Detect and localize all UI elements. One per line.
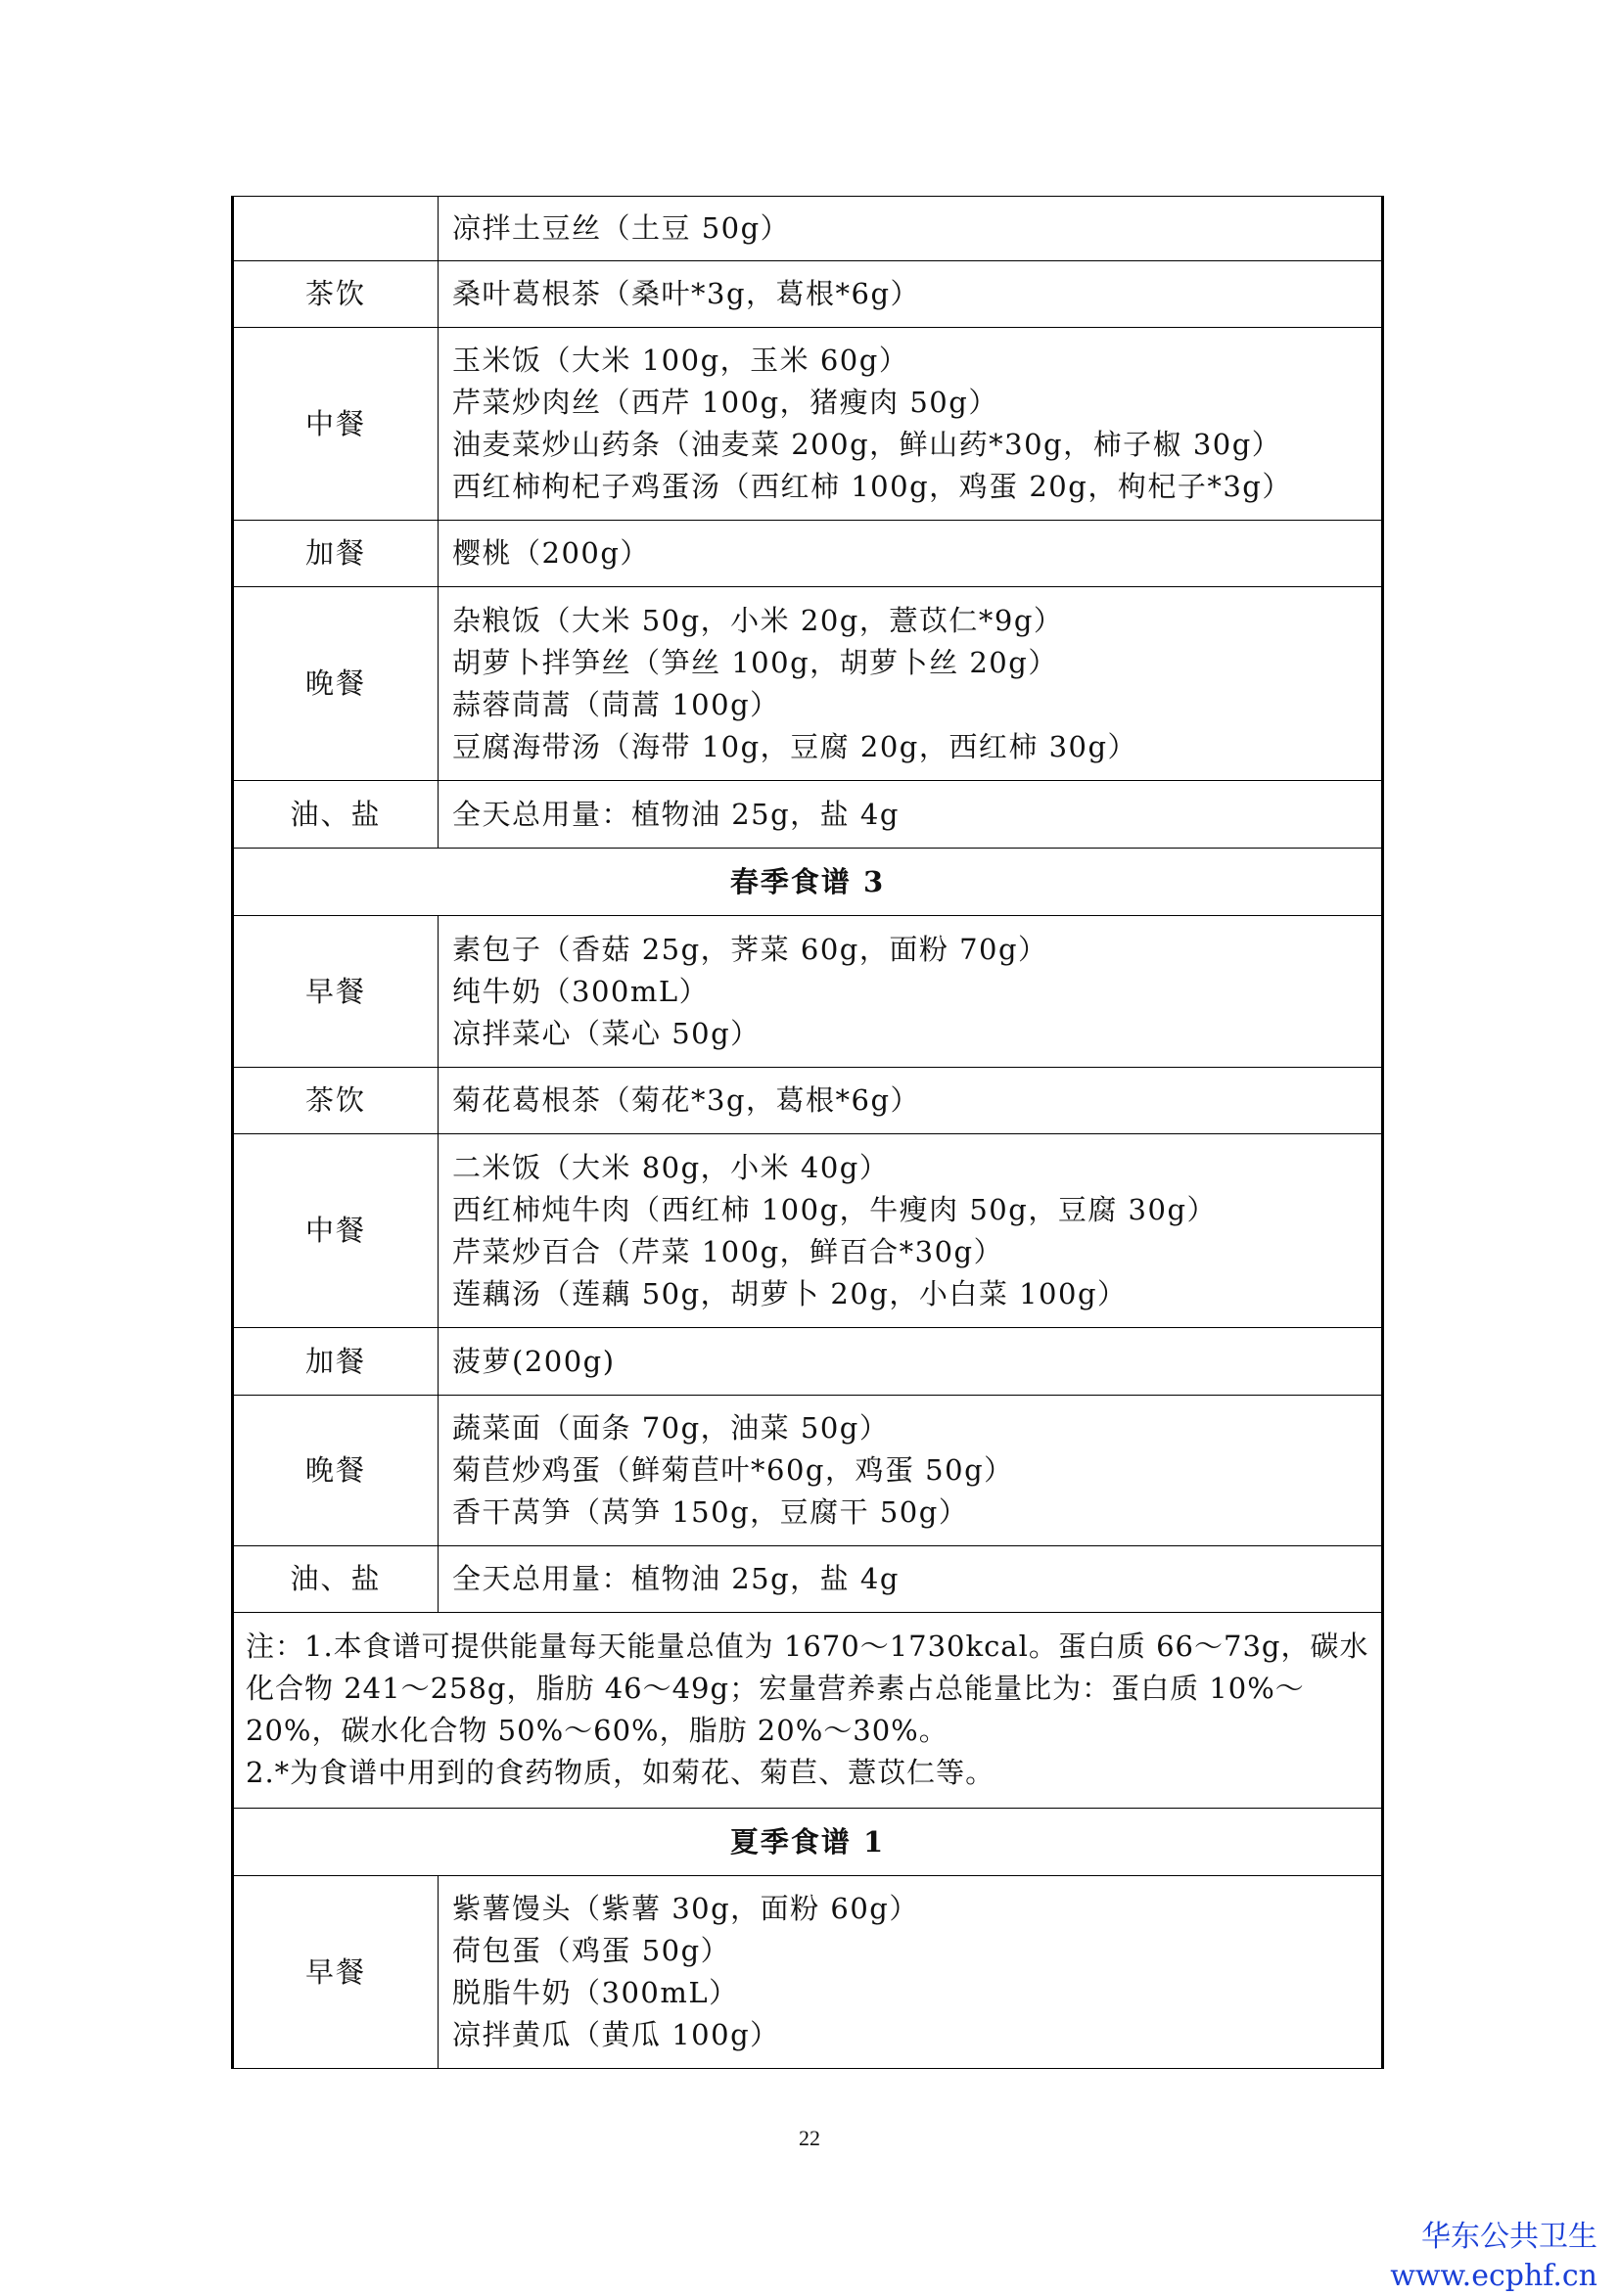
dish-line: 全天总用量：植物油 25g，盐 4g bbox=[452, 1562, 900, 1595]
dish-line: 蔬菜面（面条 70g，油菜 50g） bbox=[452, 1411, 890, 1445]
note-cell bbox=[233, 1613, 1383, 1809]
meal-content bbox=[439, 1876, 1383, 2069]
meal-content bbox=[439, 1068, 1383, 1134]
dish-line: 樱桃（200g） bbox=[452, 536, 650, 570]
dish-line: 芹菜炒肉丝（西芹 100g，猪瘦肉 50g） bbox=[452, 386, 998, 419]
meal-row bbox=[233, 916, 1383, 1068]
meal-row bbox=[233, 587, 1383, 781]
section-heading-row bbox=[233, 1809, 1383, 1876]
dish-line: 纯牛奶（300mL） bbox=[452, 974, 710, 1008]
meal-row bbox=[233, 1068, 1383, 1134]
dish-line: 菊花葛根茶（菊花*3g，葛根*6g） bbox=[452, 1083, 921, 1117]
dish-line: 紫薯馒头（紫薯 30g，面粉 60g） bbox=[452, 1892, 919, 1925]
dish-line: 油麦菜炒山药条（油麦菜 200g，鲜山药*30g，柿子椒 30g） bbox=[452, 428, 1282, 461]
meal-row bbox=[233, 1328, 1383, 1396]
dish-line: 桑叶葛根茶（桑叶*3g，葛根*6g） bbox=[452, 277, 921, 310]
dish-line: 香干莴笋（莴笋 150g，豆腐干 50g） bbox=[452, 1495, 969, 1529]
meal-row bbox=[233, 1396, 1383, 1546]
meal-label: 茶饮 bbox=[233, 261, 439, 328]
meal-content bbox=[439, 328, 1383, 521]
meal-row bbox=[233, 1876, 1383, 2069]
dish-line: 豆腐海带汤（海带 10g，豆腐 20g，西红柿 30g） bbox=[452, 729, 1138, 763]
meal-row bbox=[233, 1134, 1383, 1328]
meal-label: 中餐 bbox=[233, 328, 439, 521]
meal-label: 加餐 bbox=[233, 521, 439, 587]
dish-line: 杂粮饭（大米 50g，小米 20g，薏苡仁*9g） bbox=[452, 603, 1064, 637]
meal-content bbox=[439, 587, 1383, 781]
meal-label: 中餐 bbox=[233, 1134, 439, 1328]
meal-content bbox=[439, 916, 1383, 1068]
dish-line: 凉拌黄瓜（黄瓜 100g） bbox=[452, 2018, 780, 2051]
dish-line: 菊苣炒鸡蛋（鲜菊苣叶*60g，鸡蛋 50g） bbox=[452, 1453, 1014, 1487]
meal-content bbox=[439, 1546, 1383, 1613]
meal-content bbox=[439, 261, 1383, 328]
watermark-title: 华东公共卫生 bbox=[1421, 2220, 1597, 2254]
note-line: 注：1.本食谱可提供能量每天能量总值为 1670～1730kcal。蛋白质 66～73g，碳水化合物 241～258g，脂肪 46～49g；宏量营养素占总能量比为：蛋白质 10%～20%，碳水化合物 50%～60%，脂肪 20%～30%。 bbox=[246, 1629, 1369, 1747]
meal-content bbox=[439, 521, 1383, 587]
dish-line: 凉拌土豆丝（土豆 50g） bbox=[452, 211, 791, 245]
dish-line: 西红柿炖牛肉（西红柿 100g，牛瘦肉 50g，豆腐 30g） bbox=[452, 1192, 1218, 1226]
meal-content bbox=[439, 1134, 1383, 1328]
dish-line: 芹菜炒百合（芹菜 100g，鲜百合*30g） bbox=[452, 1234, 1004, 1268]
meal-content bbox=[439, 1396, 1383, 1546]
meal-row bbox=[233, 197, 1383, 261]
meal-row bbox=[233, 328, 1383, 521]
page-number: 22 bbox=[799, 2126, 820, 2150]
site-watermark[interactable] bbox=[1390, 2218, 1597, 2296]
dish-line: 菠萝(200g) bbox=[452, 1344, 616, 1378]
meal-label: 加餐 bbox=[233, 1328, 439, 1396]
meal-label: 早餐 bbox=[233, 1876, 439, 2069]
meal-content bbox=[439, 781, 1383, 849]
meal-label: 晚餐 bbox=[233, 1396, 439, 1546]
section-heading-row bbox=[233, 849, 1383, 916]
meal-row bbox=[233, 781, 1383, 849]
meal-label: 晚餐 bbox=[233, 587, 439, 781]
section-title: 春季食谱 3 bbox=[233, 849, 1383, 916]
dish-line: 荷包蛋（鸡蛋 50g） bbox=[452, 1934, 731, 1967]
meal-label: 油、盐 bbox=[233, 1546, 439, 1613]
meal-content bbox=[439, 1328, 1383, 1396]
meal-content bbox=[439, 197, 1383, 261]
meal-label: 油、盐 bbox=[233, 781, 439, 849]
dish-line: 西红柿枸杞子鸡蛋汤（西红柿 100g，鸡蛋 20g，枸杞子*3g） bbox=[452, 470, 1292, 503]
meal-row bbox=[233, 261, 1383, 328]
note-row bbox=[233, 1613, 1383, 1809]
dish-line: 二米饭（大米 80g，小米 40g） bbox=[452, 1150, 890, 1184]
dish-line: 蒜蓉茼蒿（茼蒿 100g） bbox=[452, 687, 780, 721]
dish-line: 莲藕汤（莲藕 50g，胡萝卜 20g，小白菜 100g） bbox=[452, 1276, 1128, 1310]
dish-line: 胡萝卜拌笋丝（笋丝 100g，胡萝卜丝 20g） bbox=[452, 645, 1058, 679]
dish-line: 全天总用量：植物油 25g，盐 4g bbox=[452, 797, 900, 831]
dish-line: 玉米饭（大米 100g，玉米 60g） bbox=[452, 344, 909, 377]
section-title: 夏季食谱 1 bbox=[233, 1809, 1383, 1876]
meal-label: 茶饮 bbox=[233, 1068, 439, 1134]
meal-row bbox=[233, 521, 1383, 587]
meal-label bbox=[233, 197, 439, 261]
recipe-table-body bbox=[233, 197, 1383, 2069]
meal-label: 早餐 bbox=[233, 916, 439, 1068]
watermark-url[interactable]: www.ecphf.cn bbox=[1390, 2259, 1597, 2293]
meal-row bbox=[233, 1546, 1383, 1613]
note-line: 2.*为食谱中用到的食药物质，如菊花、菊苣、薏苡仁等。 bbox=[246, 1755, 995, 1789]
dish-line: 脱脂牛奶（300mL） bbox=[452, 1976, 739, 2009]
dish-line: 凉拌菜心（菜心 50g） bbox=[452, 1016, 761, 1050]
dish-line: 素包子（香菇 25g，荠菜 60g，面粉 70g） bbox=[452, 932, 1048, 966]
recipe-table bbox=[231, 196, 1384, 2069]
